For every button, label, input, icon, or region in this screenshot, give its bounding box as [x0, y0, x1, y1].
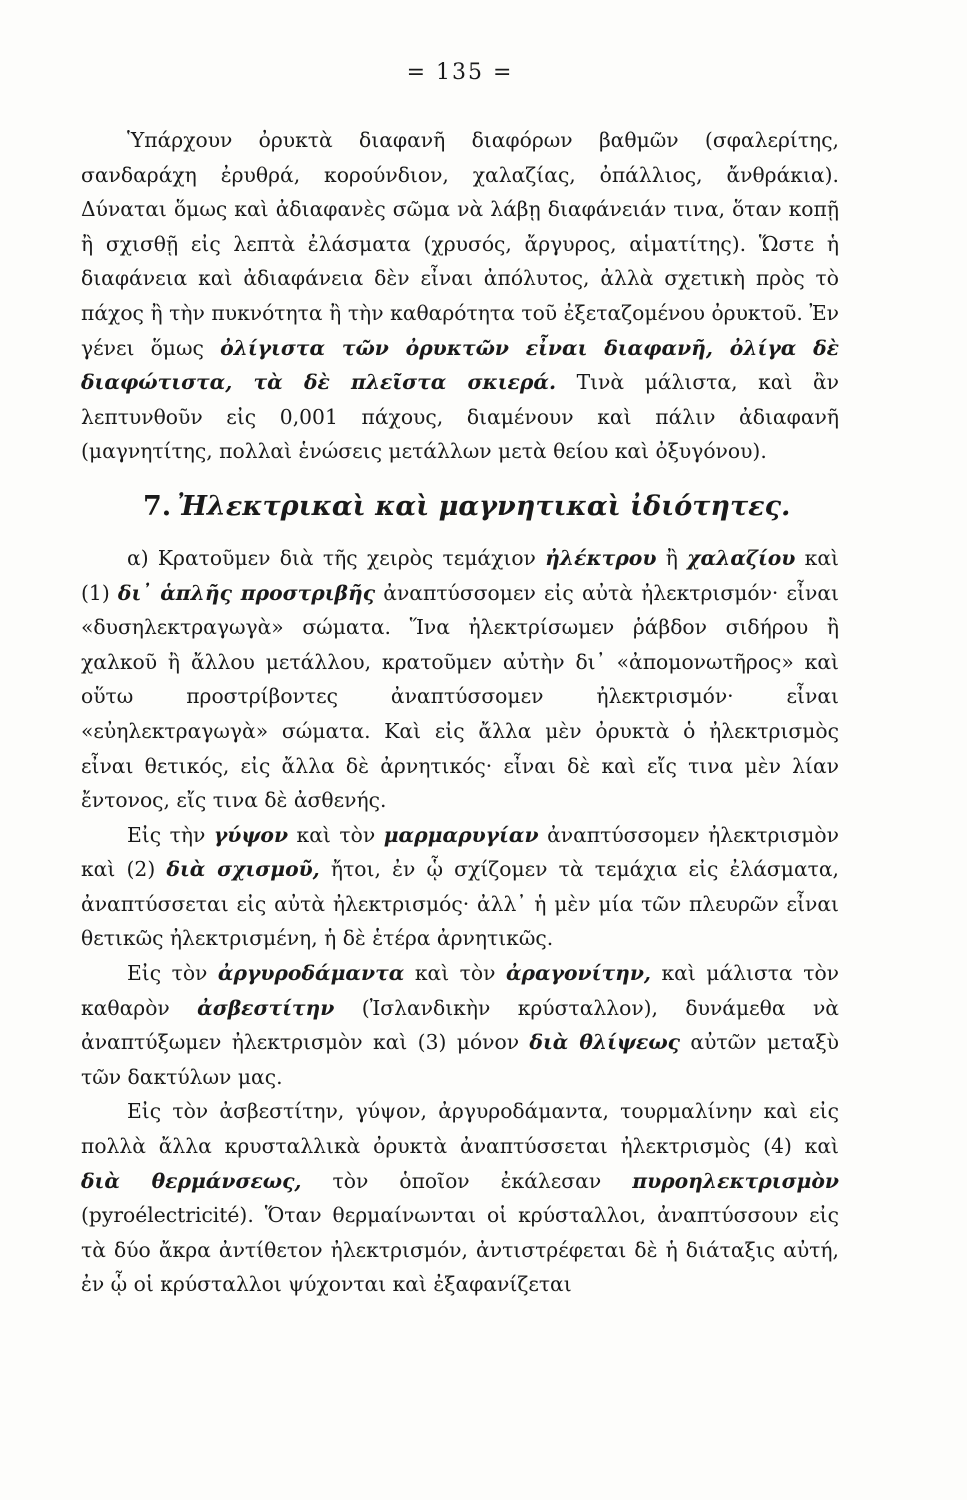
text-run: Εἰς τὸν ἀσβεστίτην, γύψον, ἀργυροδάμαντα, τουρμαλίνην καὶ εἰς πολλὰ ἄλλα κρυσταλλικὰ ὀρυκτὰ ἀναπτύσσεται ἠλεκτρισμὸς (4) καὶ: [81, 1099, 839, 1159]
emphasis-text: χαλαζίου: [687, 545, 796, 570]
emphasis-text: μαρμαρυγίαν: [383, 822, 539, 847]
emphasis-text: διὰ σχισμοῦ,: [166, 857, 320, 882]
text-run: καὶ τὸν: [288, 822, 384, 847]
text-run: (pyroélectricité). Ὅταν θερμαίνωνται οἱ κρύσταλλοι, ἀναπτύσσουν εἰς τὰ δύο ἄκρα ἀντίθετον ἠλεκτρισμόν, ἀντιστρέφεται δὲ ἡ διάταξις αὐτή, ἐν ᾧ οἱ κρύσταλλοι ψύχονται καὶ ἐξαφανίζεται: [81, 1203, 839, 1297]
text-run: α) Κρατοῦμεν διὰ τῆς χειρὸς τεμάχιον: [127, 545, 546, 570]
text-run: Εἰς τὴν: [127, 822, 214, 847]
text-run: ἀναπτύσσομεν ἠλεκτρισμὸν καὶ (2): [81, 822, 839, 882]
text-run: Ὑπάρχουν ὀρυκτὰ διαφανῆ διαφόρων βαθμῶν (σφαλερίτης, σανδαράχη ἐρυθρά, κορούνδιον, χαλαζίας, ὀπάλλιος, ἄνθράκια). Δύναται ὅμως καὶ ἀδιαφανὲς σῶμα νὰ λάβῃ διαφάνειάν τινα, ὅταν κοπῇ ἢ σχισθῇ εἰς λεπτὰ ἐλάσματα (χρυσός, ἄργυρος, αἱματίτης). Ὥστε ἡ διαφάνεια καὶ ἀδιαφάνεια δὲν εἶναι ἀπόλυτος, ἀλλὰ σχετικὴ πρὸς τὸ πάχος ἢ τὴν πυκνότητα ἢ τὴν καθαρότητα τοῦ ἐξεταζομένου ὀρυκτοῦ. Ἐν γένει ὅμως: [81, 128, 839, 360]
emphasis-text: διὰ θερμάνσεως,: [81, 1168, 302, 1193]
text-run: Τινὰ μάλιστα, καὶ ἂν λεπτυνθοῦν εἰς 0,001 πάχους, διαμένουν καὶ πάλιν ἀδιαφανῆ (μαγνητίτης, πολλαὶ ἑνώσεις μετάλλων μετὰ θείου καὶ ὀξυγόνου).: [81, 370, 839, 464]
text-run: καὶ (1): [81, 545, 839, 605]
text-run: καὶ μάλιστα τὸν καθαρὸν: [81, 961, 839, 1020]
text-run: (Ἰσλανδικὴν κρύσταλλον), δυνάμεθα νὰ ἀναπτύξωμεν ἠλεκτρισμὸν καὶ (3) μόνον: [81, 995, 839, 1055]
emphasis-text: ἀργυροδάμαντα: [217, 961, 405, 986]
emphasis-text: διὰ θλίψεως: [529, 1030, 681, 1055]
emphasis-text: γύψον: [213, 822, 289, 847]
text-run: Εἰς τὸν: [127, 961, 218, 986]
text-run: ἀναπτύσσομεν εἰς αὐτὰ ἠλεκτρισμόν· εἶναι «δυσηλεκτραγωγὰ» σώματα. Ἵνα ἠλεκτρίσωμεν ῥάβδον σιδήρου ἢ χαλκοῦ ἢ ἄλλου μετάλλου, κρατοῦμεν αὐτὴν δι᾿ «ἀπομονωτῆρος» καὶ οὕτω προστρίβοντες ἀναπτύσσομεν ἠλεκτρισμόν· εἶναι «εὐηλεκτραγωγὰ» σώματα. Καὶ εἰς ἄλλα μὲν ὀρυκτὰ ὁ ἠλεκτρισμὸς εἶναι θετικός, εἰς ἄλλα δὲ ἀρνητικός· εἶναι δὲ καὶ εἴς τινα μὲν λίαν ἔντονος, εἴς τινα δὲ ἀσθενής.: [81, 580, 839, 813]
emphasis-text: ἀραγονίτην,: [505, 961, 651, 986]
emphasis-text: πυροηλεκτρισμὸν: [632, 1168, 839, 1193]
paragraph-heating: [81, 1094, 839, 1302]
page-number: = 135 =: [406, 60, 514, 85]
paragraph-transparency: [81, 123, 839, 469]
emphasis-text: ὀλίγιστα τῶν ὀρυκτῶν εἶναι διαφανῆ, ὀλίγα δὲ διαφώτιστα, τὰ δὲ πλεῖστα σκιερά.: [81, 335, 839, 395]
text-run: ἤτοι, ἐν ᾧ σχίζομεν τὰ τεμάχια εἰς ἐλάσματα, ἀναπτύσσεται εἰς αὐτὰ ἠλεκτρισμός· ἀλλ᾿ ἡ μὲν μία τῶν πλευρῶν εἶναι θετικῶς ἠλεκτρισμένη, ἡ δὲ ἑτέρα ἀρνητικῶς.: [81, 857, 840, 951]
text-run: ἢ: [656, 545, 688, 570]
section-title: Ἠλεκτρικαὶ καὶ μαγνητικαὶ ἰδιότητες.: [177, 490, 791, 522]
section-number: 7.: [143, 490, 172, 522]
paragraph-pressure: [81, 956, 839, 1094]
text-run: καὶ τὸν: [404, 961, 506, 986]
emphasis-text: ἠλέκτρου: [545, 545, 657, 570]
section-heading: [81, 487, 839, 527]
text-run: αὐτῶν μεταξὺ τῶν δακτύλων μας.: [81, 1030, 840, 1089]
emphasis-text: δι᾿ ἁπλῆς προστριβῆς: [117, 580, 376, 605]
emphasis-text: ἀσβεστίτην: [197, 995, 335, 1020]
paragraph-friction: [81, 541, 839, 818]
paragraph-cleavage: [81, 818, 839, 956]
text-run: τὸν ὁποῖον ἐκάλεσαν: [301, 1168, 633, 1193]
